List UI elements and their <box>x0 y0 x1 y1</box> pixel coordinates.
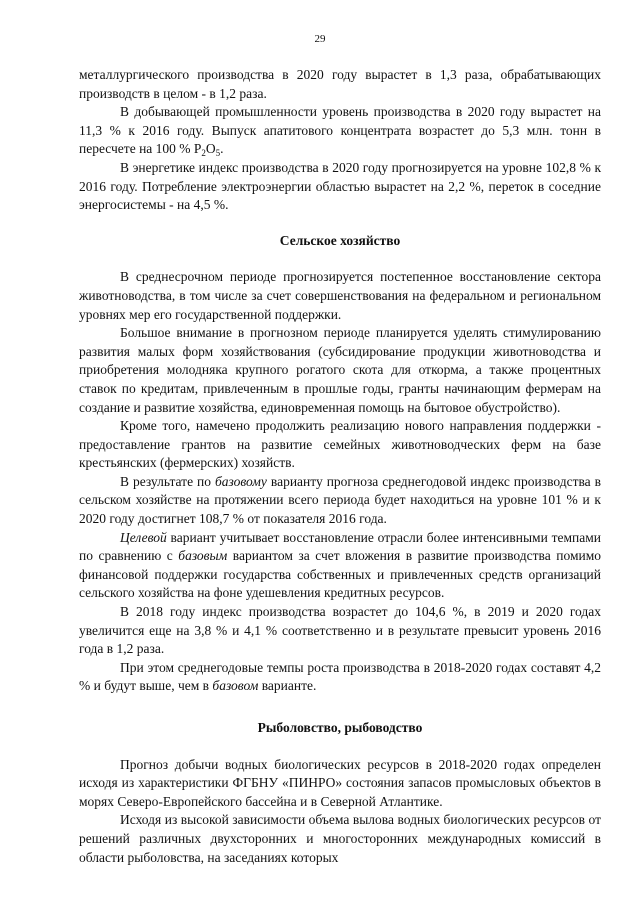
paragraph-fish-1: Прогноз добычи водных биологических ресурсов в 2018-2020 годах определен исходя из характеристики ФГБНУ «ПИНРО» состояния запасов промысловых объектов в морях Северо-Европейского бассейна и в Северной Атлантике. <box>79 756 601 809</box>
mining-text: В добывающей промышленности уровень производства в 2020 году вырастет на 11,3 % к 2016 году. Выпуск апатитового концентрата возрастет до 5,3 млн. тонн в пересчете на 100 % <box>79 104 601 157</box>
paragraph-mining <box>79 103 601 159</box>
paragraph-agri-7: При этом среднегодовые темпы роста производства в 2018-2020 годах составят 4,2 % и будут выше, чем в базовом варианте. <box>79 659 601 694</box>
paragraph-energy: В энергетике индекс производства в 2020 году прогнозируется на уровне 102,8 % к 2016 году. Потребление электроэнергии областью вырастет на 2,2 %, переток в соседние энергосистемы - на 4,5 %. <box>79 159 601 213</box>
paragraph-fish-2: Исходя из высокой зависимости объема вылова водных биологических ресурсов от решений различных двухсторонних и многосторонних международных комиссий в области рыболовства, на заседаниях которых <box>79 812 601 865</box>
emphasis-target: Целевой <box>120 529 167 545</box>
paragraph-agri-3: Кроме того, намечено продолжить реализацию нового направления поддержки - предоставление грантов на развитие семейных животноводческих ферм на базе крестьянских (фермерских) хозяйств. <box>79 418 601 471</box>
formula-p2o5: $P_2O_5$. <box>193 141 224 159</box>
heading-agriculture: Сельское хозяйство <box>279 232 401 248</box>
paragraph-agri-1: В среднесрочном периоде прогнозируется постепенное восстановление сектора животноводства, в том числе за счет совершенствования на федеральном и региональном уровнях мер его государственной поддержки. <box>79 269 601 322</box>
emphasis-basic: базовому <box>215 473 267 489</box>
emphasis-basic: базовым <box>178 548 228 564</box>
paragraph-agri-6: В 2018 году индекс производства возрастет до 104,6 %, в 2019 и 2020 годах увеличится еще на 3,8 % и 4,1 % соответственно и в результате превысит уровень 2016 года в 1,2 раза. <box>79 604 601 657</box>
paragraph-agri-2: Большое внимание в прогнозном периоде планируется уделять стимулированию развития малых форм хозяйствования (субсидирование продукции животноводства и приобретения молодняка крупного рогатого скота для откорма, а также процентных ставок по кредитам, привлеченным в прошлые годы, гранты начинающим фермерам на создание и развитие хозяйства, единовременная помощь на бытовое обустройство). <box>79 325 601 415</box>
page-number: 29 <box>314 33 326 45</box>
paragraph-agri-4: В результате по базовому варианту прогноза среднегодовой индекс производства в сельском хозяйстве на протяжении всего периода будет находиться на уровне 101 % и к 2020 году достигнет 108,7 % от показателя 2016 года. <box>79 473 602 527</box>
document-body <box>79 66 601 867</box>
paragraph-agri-5: Целевой вариант учитывает восстановление отрасли более интенсивными темпами по сравнению с базовым вариантом за счет вложения в развитие производства помимо финансовой поддержки государства собственных и привлеченных средств организаций сельского хозяйства на фоне удешевления кредитных ресурсов. <box>79 529 602 601</box>
paragraph-metallurgy: металлургического производства в 2020 году вырастет в 1,3 раза, обрабатывающих производств в целом - в 1,2 раза. <box>79 67 601 101</box>
heading-fishery: Рыболовство, рыбоводство <box>257 720 423 735</box>
emphasis-basic: базовом <box>212 678 259 694</box>
